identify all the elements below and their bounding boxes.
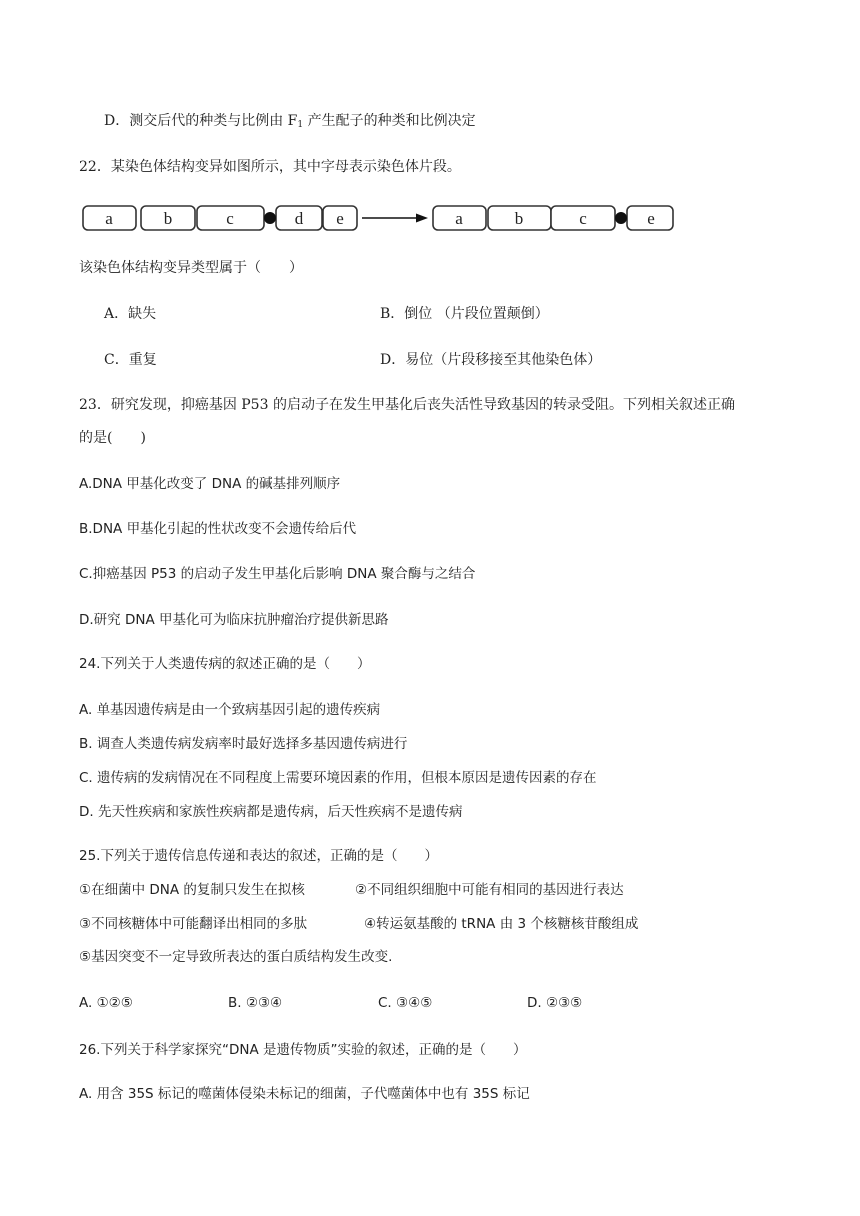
q25-statement-3: ③不同核糖体中可能翻译出相同的多肽	[79, 916, 308, 932]
q26-stem: 26.下列关于科学家探究“DNA 是遗传物质”实验的叙述，正确的是（ ）	[79, 1042, 527, 1058]
label-after-b: b	[514, 209, 524, 228]
chromosome-diagram	[0, 198, 860, 238]
q25-option-d: D. ②③⑤	[527, 995, 583, 1011]
q21-option-d-text: D．测交后代的种类与比例由 F	[104, 113, 298, 129]
q21-option-d-text-end: 产生配子的种类和比例决定	[303, 113, 476, 129]
q23-option-a: A.DNA 甲基化改变了 DNA 的碱基排列顺序	[79, 476, 341, 492]
q21-option-d-subscript: 1	[297, 120, 304, 130]
q25-option-a: A. ①②⑤	[79, 995, 133, 1011]
label-before-a: a	[105, 209, 113, 228]
label-before-c: c	[226, 209, 234, 228]
q24-option-b: B. 调查人类遗传病发病率时最好选择多基因遗传病进行	[79, 736, 408, 752]
label-after-c: c	[579, 209, 587, 228]
centromere-before	[264, 212, 276, 224]
q22-stem: 22．某染色体结构变异如图所示，其中字母表示染色体片段。	[79, 159, 461, 175]
q25-option-b: B. ②③④	[228, 995, 283, 1011]
label-before-e: e	[336, 209, 344, 228]
q22-question: 该染色体结构变异类型属于（ ）	[79, 260, 303, 276]
q24-option-d: D. 先天性疾病和家族性疾病都是遗传病，后天性疾病不是遗传病	[79, 804, 463, 820]
q24-option-a: A. 单基因遗传病是由一个致病基因引起的遗传疾病	[79, 702, 381, 718]
q25-statement-5: ⑤基因突变不一定导致所表达的蛋白质结构发生改变.	[79, 949, 393, 965]
label-after-e: e	[647, 209, 655, 228]
q24-option-c: C. 遗传病的发病情况在不同程度上需要环境因素的作用，但根本原因是遗传因素的存在	[79, 770, 597, 786]
q25-stem: 25.下列关于遗传信息传递和表达的叙述，正确的是（ ）	[79, 848, 438, 864]
q25-statement-4: ④转运氨基酸的 tRNA 由 3 个核糖核苷酸组成	[364, 916, 639, 932]
q22-option-d: D．易位（片段移接至其他染色体）	[380, 352, 602, 368]
q26-option-a: A. 用含 35S 标记的噬菌体侵染未标记的细菌，子代噬菌体中也有 35S 标记	[79, 1086, 530, 1102]
q21-option-d	[104, 111, 476, 135]
label-before-d: d	[294, 209, 304, 228]
q25-statement-1: ①在细菌中 DNA 的复制只发生在拟核	[79, 882, 305, 898]
q23-stem-line1: 23．研究发现，抑癌基因 P53 的启动子在发生甲基化后丧失活性导致基因的转录受阻。下列相关叙述正确	[79, 397, 735, 413]
q24-stem: 24.下列关于人类遗传病的叙述正确的是（ ）	[79, 656, 371, 672]
q23-option-c: C.抑癌基因 P53 的启动子发生甲基化后影响 DNA 聚合酶与之结合	[79, 566, 476, 582]
centromere-after	[615, 212, 627, 224]
q23-stem-line2: 的是( )	[79, 430, 146, 446]
q23-option-d: D.研究 DNA 甲基化可为临床抗肿瘤治疗提供新思路	[79, 612, 389, 628]
label-after-a: a	[455, 209, 463, 228]
q25-option-c: C. ③④⑤	[378, 995, 433, 1011]
q22-option-a: A．缺失	[104, 306, 157, 322]
q25-statement-2: ②不同组织细胞中可能有相同的基因进行表达	[355, 882, 624, 898]
q22-option-b: B．倒位 （片段位置颠倒）	[380, 306, 549, 322]
q23-option-b: B.DNA 甲基化引起的性状改变不会遗传给后代	[79, 521, 357, 537]
q22-option-c: C．重复	[104, 352, 157, 368]
arrow-head-icon	[416, 214, 428, 223]
label-before-b: b	[163, 209, 173, 228]
